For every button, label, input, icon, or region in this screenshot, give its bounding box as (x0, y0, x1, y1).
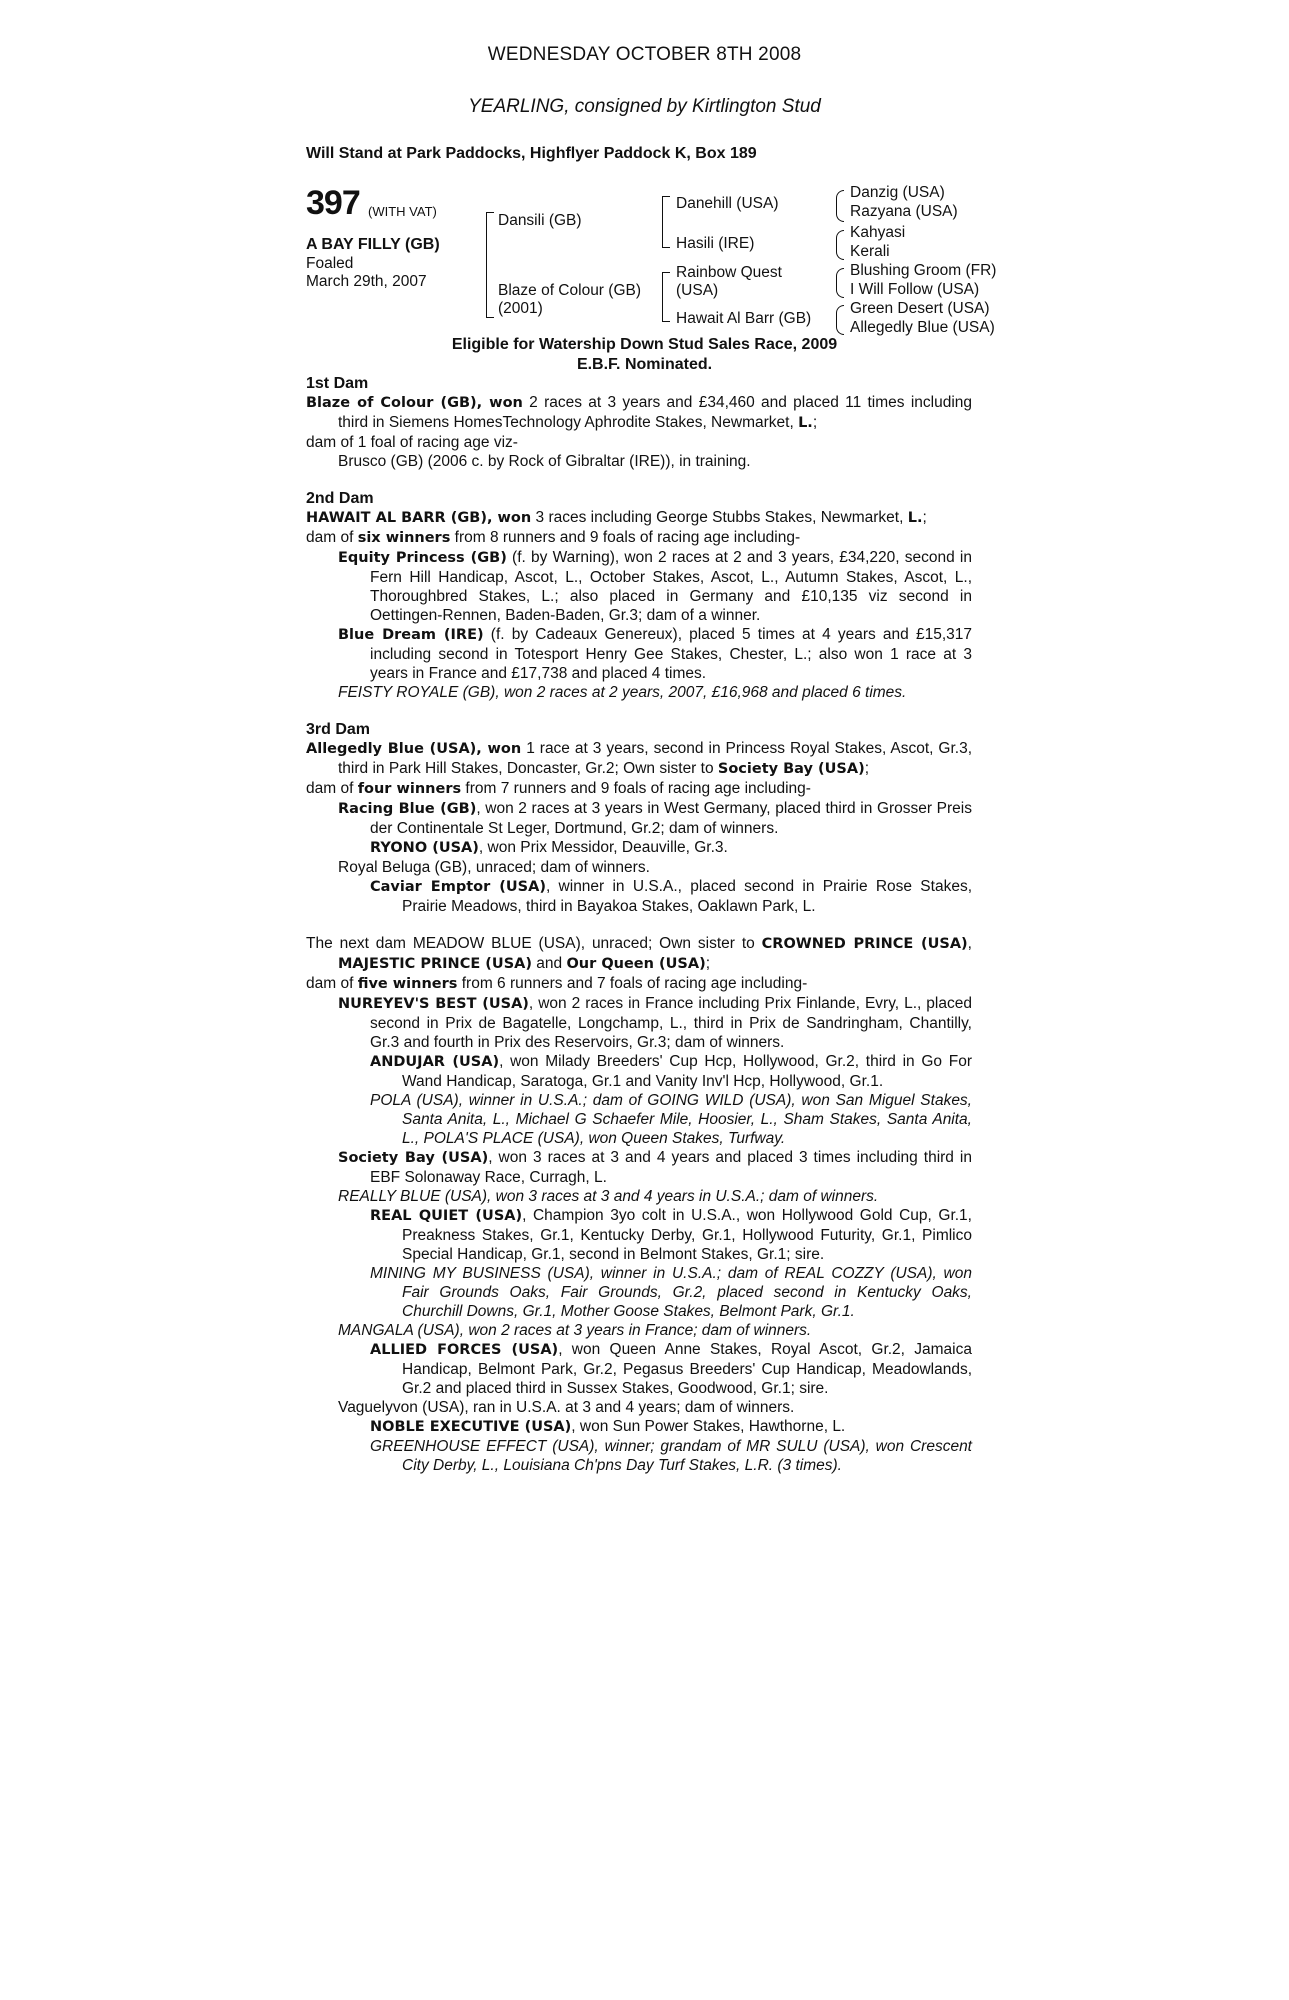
produce-royal-beluga: Royal Beluga (GB), unraced; dam of winners. (338, 859, 650, 876)
foaled-date: March 29th, 2007 (306, 273, 427, 290)
produce-pola: POLA (USA), winner in U.S.A.; dam of GOING WILD (USA), won San Miguel Stakes, Santa Anita, L., Michael G Schaefer Mile, Hoosier, L., Sham Stakes, Santa Anita, L., POLA'S PLACE (USA), won Queen Stakes, Turfway. (370, 1092, 972, 1147)
vat-note: (WITH VAT) (368, 204, 437, 219)
next-dam-record: The next dam MEADOW BLUE (USA), unraced; Own sister to CROWNED PRINCE (USA), MAJESTIC PRINCE (USA) and Our Queen (USA); (306, 935, 972, 972)
second-dam-heading: 2nd Dam (306, 490, 374, 507)
sale-date: WEDNESDAY OCTOBER 8TH 2008 (487, 44, 802, 65)
second-dam-record: HAWAIT AL BARR (GB), won 3 races including George Stubbs Stakes, Newmarket, L.; (306, 509, 927, 526)
stand-location: Will Stand at Park Paddocks, Highflyer Paddock K, Box 189 (306, 145, 757, 162)
first-dam-name: Blaze of Colour (GB), won (306, 395, 523, 411)
first-dam-heading: 1st Dam (306, 375, 369, 392)
next-dam-produce: dam of five winners from 6 runners and 7 foals of racing age including- (306, 975, 808, 992)
produce-vaguelyvon: Vaguelyvon (USA), ran in U.S.A. at 3 and 4 years; dam of winners. (338, 1399, 795, 1416)
produce-greenhouse-effect: GREENHOUSE EFFECT (USA), winner; grandam of MR SULU (USA), won Crescent City Derby, L., Louisiana Ch'pns Day Turf Stakes, L.R. (3 times). (370, 1438, 972, 1474)
third-dam-produce: dam of four winners from 7 runners and 9 foals of racing age including- (306, 780, 811, 797)
second-dam-produce: dam of six winners from 8 runners and 9 foals of racing age including- (306, 529, 801, 546)
pedigree-dam-year: (2001) (498, 300, 543, 317)
pedigree-brace-ds (836, 268, 844, 298)
produce-caviar-emptor: Caviar Emptor (USA), winner in U.S.A., placed second in Prairie Rose Stakes, Prairie Meadows, third in Bayakoa Stakes, Oaklawn Park, L. (370, 878, 972, 915)
foaled-label: Foaled (306, 255, 354, 272)
third-dam-name: Allegedly Blue (USA), won (306, 741, 522, 757)
pedigree-sss: Danzig (USA) (850, 184, 945, 201)
produce-nureyevs-best: NUREYEV'S BEST (USA), won 2 races in France including Prix Finlande, Evry, L., placed second in Prix de Bagatelle, Longchamp, L., third in Prix de Sandringham, Chantilly, Gr.3 and fourth in Prix des Reservoirs, Gr.3; dam of winners. (338, 995, 972, 1051)
produce-ryono: RYONO (USA), won Prix Messidor, Deauville, Gr.3. (370, 839, 728, 856)
produce-mangala: MANGALA (USA), won 2 races at 3 years in France; dam of winners. (338, 1322, 812, 1339)
produce-feisty-royale: FEISTY ROYALE (GB), won 2 races at 2 years, 2007, £16,968 and placed 6 times. (338, 684, 907, 701)
pedigree-ddd: Allegedly Blue (USA) (850, 319, 995, 336)
produce-society-bay: Society Bay (USA), won 3 races at 3 and 4 years and placed 3 times including third in EBF Solonaway Race, Curragh, L. (338, 1149, 972, 1186)
third-dam-heading: 3rd Dam (306, 721, 371, 738)
pedigree-sds: Kahyasi (850, 224, 906, 241)
produce-andujar: ANDUJAR (USA), won Milady Breeders' Cup Hcp, Hollywood, Gr.2, third in Go For Wand Handicap, Saratoga, Gr.1 and Vanity Inv'l Hcp, Hollywood, Gr.1. (370, 1053, 972, 1090)
pedigree-dds: Green Desert (USA) (850, 300, 990, 317)
horse-description: A BAY FILLY (GB) (306, 236, 440, 253)
sales-race-eligibility: Eligible for Watership Down Stud Sales Race, 2009 (451, 336, 838, 353)
first-dam-produce: dam of 1 foal of racing age viz- (306, 434, 518, 451)
lot-number: 397 (306, 184, 360, 222)
pedigree-dam-dam: Hawait Al Barr (GB) (676, 310, 812, 327)
pedigree-sire-dam: Hasili (IRE) (676, 235, 755, 252)
ebf-nomination: E.B.F. Nominated. (576, 356, 713, 373)
produce-brusco: Brusco (GB) (2006 c. by Rock of Gibraltar (IRE)), in training. (338, 453, 751, 470)
pedigree-brace-main (486, 212, 494, 318)
produce-real-quiet: REAL QUIET (USA), Champion 3yo colt in U.S.A., won Hollywood Gold Cup, Gr.1, Preakness Stakes, Gr.1, Kentucky Derby, Gr.1, Hollywood Futurity, Gr.1, Pimlico Special Handicap, Gr.1, second in Belmont Stakes, Gr.1; sire. (370, 1207, 972, 1263)
pedigree-brace-dam (662, 272, 670, 322)
third-dam-record: Allegedly Blue (USA), won 1 race at 3 years, second in Princess Royal Stakes, Ascot, Gr.3, third in Park Hill Stakes, Doncaster, Gr.2; Own sister to Society Bay (USA); (306, 740, 972, 777)
produce-really-blue: REALLY BLUE (USA), won 3 races at 3 and 4 years in U.S.A.; dam of winners. (338, 1188, 879, 1205)
produce-allied-forces: ALLIED FORCES (USA), won Queen Anne Stakes, Royal Ascot, Gr.2, Jamaica Handicap, Belmont Park, Gr.2, Pegasus Breeders' Cup Handicap, Meadowlands, Gr.2 and placed third in Sussex Stakes, Goodwood, Gr.1; sire. (370, 1341, 972, 1397)
pedigree-sdd: Kerali (850, 243, 890, 260)
produce-blue-dream: Blue Dream (IRE) (f. by Cadeaux Genereux), placed 5 times at 4 years and £15,317 including second in Totesport Henry Gee Stakes, Chester, L.; also won 1 race at 3 years in France and £17,738 and placed 4 times. (338, 626, 972, 682)
produce-mining-my-business: MINING MY BUSINESS (USA), winner in U.S.A.; dam of REAL COZZY (USA), won Fair Grounds Oaks, Fair Grounds, Gr.2, placed second in Kentucky Oaks, Churchill Downs, Gr.1, Mother Goose Stakes, Belmont Park, Gr.1. (370, 1265, 972, 1320)
produce-noble-executive: NOBLE EXECUTIVE (USA), won Sun Power Stakes, Hawthorne, L. (370, 1418, 846, 1435)
pedigree-dss: Blushing Groom (FR) (850, 262, 997, 279)
pedigree-brace-dd (836, 305, 844, 335)
second-dam-name: HAWAIT AL BARR (GB), won (306, 510, 532, 526)
pedigree-brace-ss (836, 190, 844, 222)
first-dam-record: Blaze of Colour (GB), won 2 races at 3 years and £34,460 and placed 11 times including third in Siemens HomesTechnology Aphrodite Stakes, Newmarket, L.; (306, 394, 972, 431)
pedigree-brace-sd (836, 230, 844, 260)
pedigree-brace-sire (662, 196, 670, 248)
pedigree-ssd: Razyana (USA) (850, 203, 958, 220)
pedigree-dam-sire-2: (USA) (676, 282, 719, 299)
pedigree-sire: Dansili (GB) (498, 212, 582, 229)
consignment-line: YEARLING, consigned by Kirtlington Stud (468, 96, 821, 117)
pedigree-dsd: I Will Follow (USA) (850, 281, 980, 298)
pedigree-dam-sire-1: Rainbow Quest (676, 264, 782, 281)
produce-equity-princess: Equity Princess (GB) (f. by Warning), won 2 races at 2 and 3 years, £34,220, second in Fern Hill Handicap, Ascot, L., October Stakes, Ascot, L., Autumn Stakes, Ascot, L., Thoroughbred Stakes, L.; also placed in Germany and £10,135 viz second in Oettingen-Rennen, Baden-Baden, Gr.3; dam of a winner. (338, 549, 972, 624)
pedigree-dam: Blaze of Colour (GB) (498, 282, 641, 299)
catalogue-body (306, 374, 972, 1475)
pedigree-sire-sire: Danehill (USA) (676, 195, 779, 212)
produce-racing-blue: Racing Blue (GB), won 2 races at 3 years in West Germany, placed third in Grosser Preis der Continentale St Leger, Dortmund, Gr.2; dam of winners. (338, 800, 972, 837)
